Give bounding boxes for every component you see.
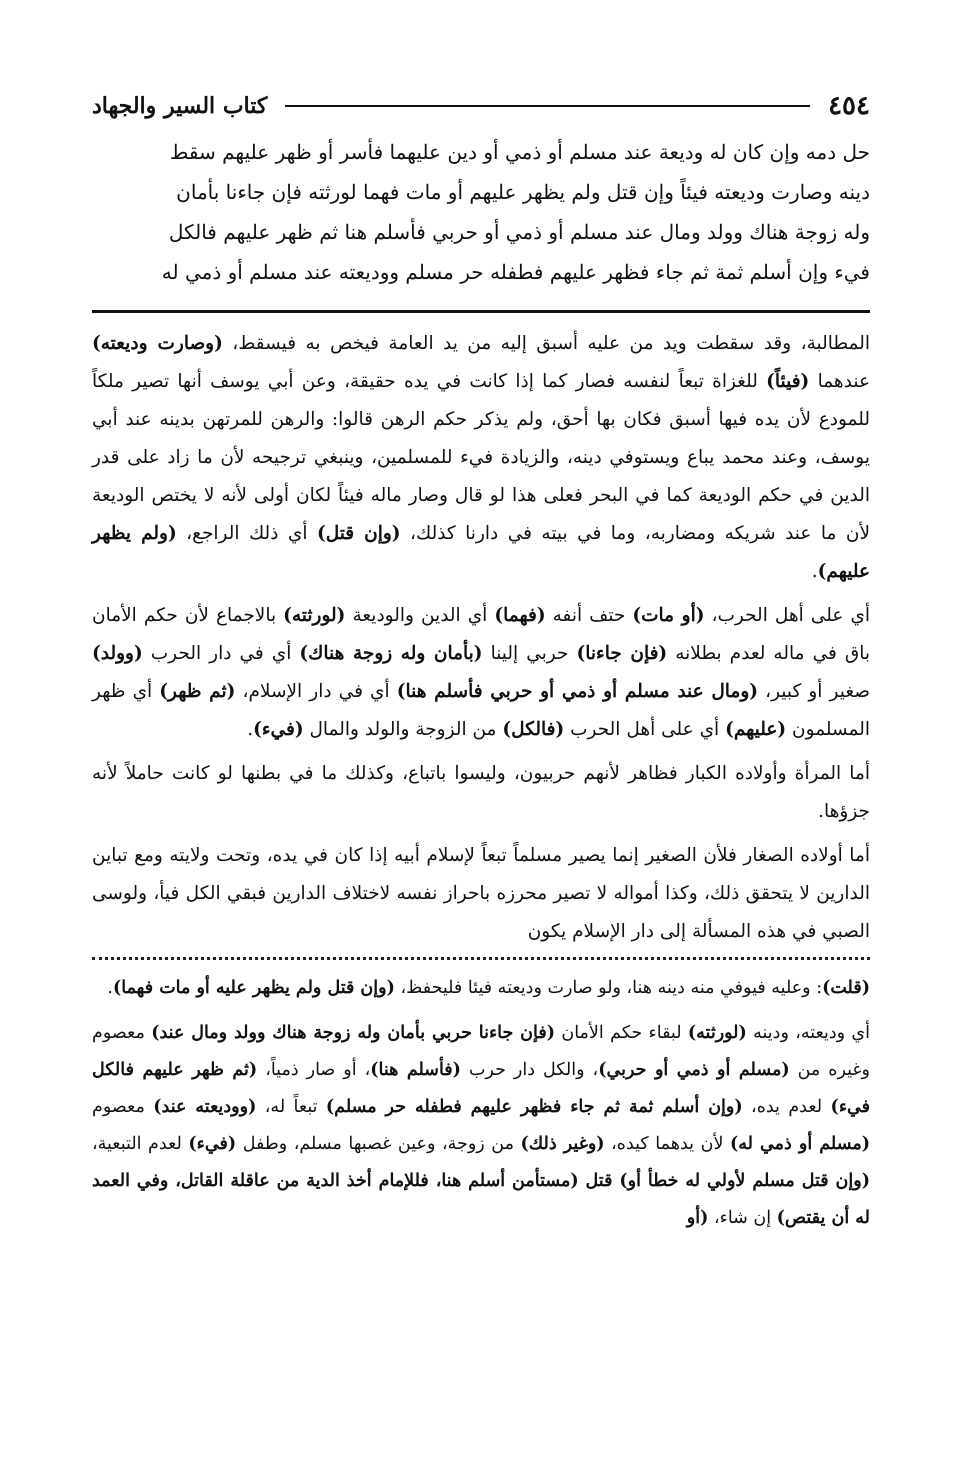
text-segment: أي وديعته، ودينه (746, 1023, 870, 1043)
main-text-line: فيء وإن أسلم ثمة ثم جاء فظهر عليهم فطفله حر مسلم ووديعته عند مسلم أو ذمي له (161, 260, 870, 284)
page-number: ٤٥٤ (828, 91, 870, 121)
bold-quote-segment: (فيء) (188, 1134, 237, 1154)
text-segment: حربي إلينا (482, 643, 577, 664)
text-segment: حتف أنفه (545, 605, 633, 626)
bold-quote-segment: (فإن جاءنا حربي بأمان وله زوجة هناك وولد ومال عند) (151, 1023, 556, 1043)
text-segment: تبعاً له، (256, 1097, 326, 1117)
bold-quote-segment: (ثم ظهر) (159, 681, 236, 702)
text-segment: أي الدين والوديعة (345, 605, 495, 626)
bold-quote-segment: (لورثته) (687, 1023, 747, 1043)
main-text (92, 132, 870, 302)
bold-quote-segment: (مسلم أو ذمي له) (729, 1134, 870, 1154)
bold-quote-segment: (أو (686, 1208, 709, 1228)
bold-quote-segment: (وغير ذلك) (520, 1134, 605, 1154)
text-segment: أي ظهر المسلمون (92, 681, 870, 740)
text-segment: أي على أهل الحرب، (704, 605, 870, 626)
commentary-paragraph (92, 325, 870, 591)
text-segment: المطالبة، وقد سقطت ويد من عليه أسبق إليه من يد العامة فيخص به فيسقط، (222, 333, 870, 354)
text-segment: معصوم وغيره من (92, 1023, 871, 1080)
text-segment: لعدم التبعية، (92, 1134, 189, 1154)
gloss-paragraph (92, 1015, 870, 1237)
bold-quote-segment: (ومال عند مسلم أو ذمي أو حربي فأسلم هنا) (396, 681, 759, 702)
header-rule (285, 105, 810, 107)
bold-quote-segment: (وإن قتل) (316, 523, 401, 544)
bold-quote-segment: (فالكل) (502, 719, 565, 740)
bold-quote-segment: (وولد) (92, 643, 143, 664)
text-segment: : وعليه فيوفي منه دينه هنا، ولو صارت وديعته فيئا فليحفظ، (394, 978, 823, 998)
text-segment: بالاجماع لأن حكم الأمان باق في ماله لعدم بطلانه (92, 605, 870, 664)
bold-quote-segment: (مسلم أو ذمي أو حربي) (598, 1060, 790, 1080)
main-text-line: وله زوجة هناك وولد ومال عند مسلم أو ذمي أو حربي فأسلم هنا ثم ظهر عليهم فالكل (168, 220, 870, 244)
bold-quote-segment: (فهما) (494, 605, 546, 626)
text-segment: عندهما (809, 371, 870, 392)
text-segment: أما أولاده الصغار فلأن الصغير إنما يصير مسلماً تبعاً لإسلام أبيه إذا كان في يده، وتحت ولايته ومع تباين الدارين لا يتحقق ذلك، وكذا أمواله لا تصير محرزه باحراز نفسه لاختلاف الدارين فبقي الكل فيأ، ولوسى الصبي في هذه المسألة إلى دار الإسلام يكون (92, 845, 870, 942)
bold-quote-segment: (فأسلم هنا) (370, 1060, 461, 1080)
bold-quote-segment: (ولم يظهر عليهم) (92, 523, 870, 582)
bold-quote-segment: (قلت) (822, 978, 870, 998)
text-segment: من زوجة، وعين غصبها مسلم، وطفل (236, 1134, 521, 1154)
text-segment: صغير أو كبير، (758, 681, 870, 702)
text-segment: ، أو صار ذمياً، (257, 1060, 371, 1080)
bold-quote-segment: (عليهم) (725, 719, 787, 740)
text-segment: أي في دار الإسلام، (235, 681, 397, 702)
text-segment: معصوم (92, 1097, 154, 1117)
bold-quote-segment: (وصارت وديعته) (92, 333, 223, 354)
gloss-paragraph (92, 970, 870, 1007)
commentary-paragraph (92, 837, 870, 951)
text-segment: . (107, 978, 113, 998)
text-segment: . (811, 561, 818, 582)
bold-quote-segment: (فيئاً) (766, 371, 810, 392)
text-segment: لبقاء حكم الأمان (555, 1023, 688, 1043)
text-segment: أي ذلك الراجع، (176, 523, 317, 544)
commentary (92, 325, 870, 951)
text-segment: . (247, 719, 254, 740)
book-title: كتاب السير والجهاد (92, 93, 268, 119)
text-segment: أما المرأة وأولاده الكبار فظاهر لأنهم حربيون، وليسوا باتباع، وكذلك ما في بطنها لو كانت حاملاً لأنه جزؤها. (92, 763, 870, 822)
text-segment: أي في دار الحرب (142, 643, 300, 664)
main-text-line: دينه وصارت وديعته فيئاً وإن قتل ولم يظهر عليهم أو مات فهما لورثته فإن جاءنا بأمان (176, 180, 870, 204)
text-segment: من الزوجة والولد والمال (303, 719, 503, 740)
bold-quote-segment: (فيء) (253, 719, 304, 740)
text-segment: لأن يدهما كيده، (604, 1134, 730, 1154)
commentary-paragraph (92, 755, 870, 831)
marginal-gloss (92, 970, 870, 1237)
text-segment: إن شاء، (708, 1208, 777, 1228)
main-text-line: حل دمه وإن كان له وديعة عند مسلم أو ذمي أو دين عليهما فأسر أو ظهر عليهم سقط (169, 140, 870, 164)
bold-quote-segment: (وإن أسلم ثمة ثم جاء فظهر عليهم فطفله حر مسلم) (325, 1097, 743, 1117)
bold-quote-segment: (لورثته) (283, 605, 346, 626)
bold-quote-segment: (وإن قتل مسلم لأولي له خطأ أو) قتل (مستأمن أسلم هنا، فللإمام أخذ الدية من عاقلة القاتل، وفي العمد له أن يقتص) (92, 1171, 870, 1228)
text-segment: للغزاة تبعاً لنفسه فصار كما إذا كانت في يده حقيقة، وعن أبي يوسف أنها تصير ملكاً للمودع لأن يده فيها أسبق فكان بها أحق، ولم يذكر حكم الرهن قالوا: والرهن للمرتهن بدينه عند أبي يوسف، وعند محمد يباع ويستوفي دينه، والزيادة فيء للمسلمين، وينبغي ترجيحه لأن ما زاد على قدر الدين في حكم الوديعة كما في البحر فعلى هذا لو قال وصار ماله فيئاً لكان أولى لأنه لا يختص الوديعة لأن ما عند شريكه ومضاربه، وما في بيته في دارنا كذلك، (92, 371, 870, 544)
bold-quote-segment: (وإن قتل ولم يظهر عليه أو مات فهما) (112, 978, 395, 998)
text-segment: أي على أهل الحرب (564, 719, 726, 740)
running-head (92, 88, 870, 124)
bold-quote-segment: (ثم ظهر عليهم فالكل فيء) (92, 1060, 871, 1117)
text-segment: ، والكل دار حرب (460, 1060, 599, 1080)
section-divider (92, 310, 870, 313)
bold-quote-segment: (ووديعته عند) (153, 1097, 257, 1117)
text-segment: لعدم يده، (742, 1097, 831, 1117)
bold-quote-segment: (بأمان وله زوجة هناك) (299, 643, 483, 664)
bold-quote-segment: (أو مات) (632, 605, 705, 626)
commentary-paragraph (92, 597, 870, 749)
dotted-divider (92, 957, 870, 960)
bold-quote-segment: (فإن جاءنا) (576, 643, 668, 664)
